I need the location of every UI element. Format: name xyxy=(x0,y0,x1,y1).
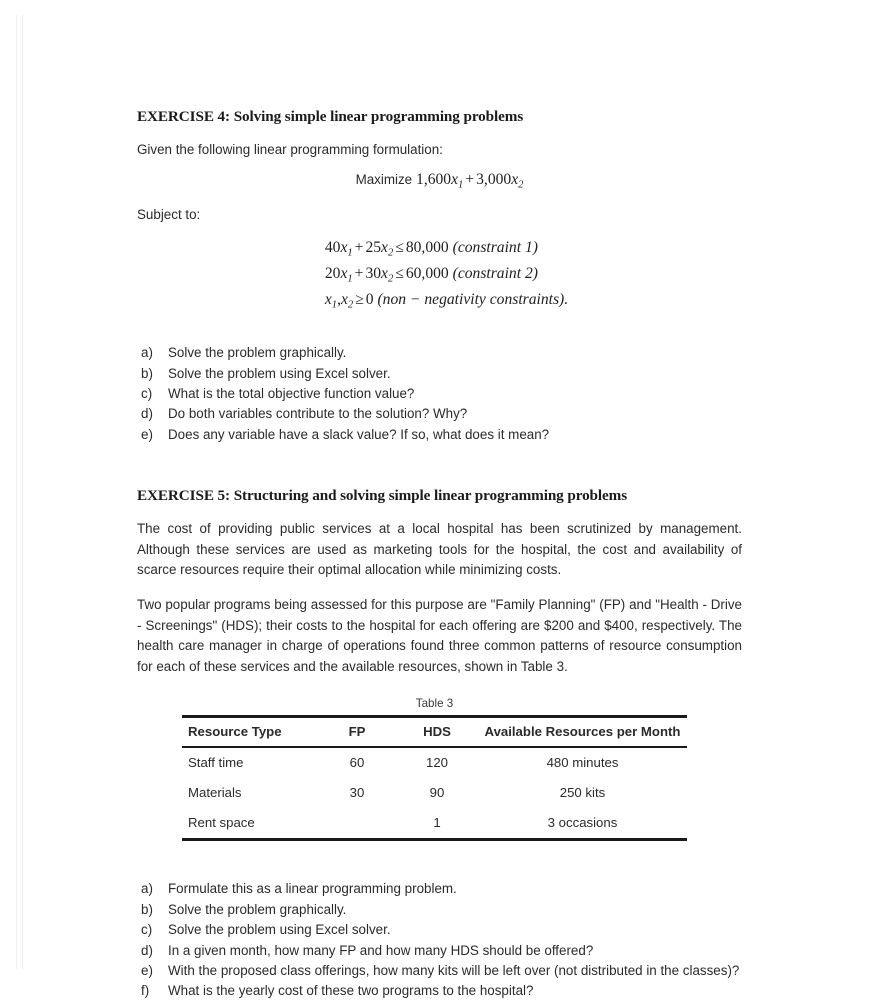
objective-subscript-1: 1 xyxy=(458,178,464,190)
constraint-1-subscript-1: 1 xyxy=(347,247,353,259)
exercise-4-intro: Given the following linear programming formulation: xyxy=(137,142,443,157)
list-item-text: Solve the problem graphically. xyxy=(168,901,347,917)
column-header-available-resources: Available Resources per Month xyxy=(478,717,687,748)
objective-verb: Maximize xyxy=(355,171,413,187)
cell-fp: 60 xyxy=(349,755,365,771)
nonneg-subscript-1: 1 xyxy=(331,299,338,311)
exercise-5-paragraph-1: The cost of providing public services at a local hospital has been scrutinized by management. Although these services are used as marketing tools for the hospital, the cost and availability of scarce resources require their optimal allocation while minimizing costs. xyxy=(137,521,742,578)
constraint-1 xyxy=(325,235,568,261)
objective-function xyxy=(137,171,742,189)
resource-table xyxy=(182,715,687,841)
objective-coefficient-1: 1,600 xyxy=(416,170,452,188)
list-marker: f) xyxy=(141,983,150,999)
constraint-2-variable-2: x xyxy=(381,265,388,283)
non-negativity-constraint xyxy=(325,287,568,313)
table-row xyxy=(182,778,687,808)
list-item xyxy=(137,404,742,424)
cell-resource-type: Staff time xyxy=(188,755,244,771)
list-item-text: What is the total objective function value? xyxy=(168,386,415,401)
column-header-hds: HDS xyxy=(396,717,478,748)
constraint-2-tag: (constraint 2) xyxy=(452,265,538,283)
constraint-1-tag: (constraint 1) xyxy=(452,239,538,257)
list-marker: a) xyxy=(141,881,153,897)
cell-hds: 90 xyxy=(429,785,445,801)
constraint-2-relation: ≤ xyxy=(395,265,404,283)
cell-hds: 1 xyxy=(396,808,478,840)
list-item xyxy=(137,900,742,920)
constraint-2-coefficient-1: 20 xyxy=(324,265,341,283)
list-marker: d) xyxy=(141,406,153,422)
table-body xyxy=(182,747,687,840)
constraint-1-rhs: 80,000 xyxy=(405,239,449,257)
list-marker: d) xyxy=(141,942,153,958)
cell-resource-type: Materials xyxy=(188,785,242,801)
nonneg-variable-1: x xyxy=(324,291,332,309)
list-marker: c) xyxy=(141,922,153,938)
list-marker: a) xyxy=(141,345,153,361)
column-header-resource-type: Resource Type xyxy=(182,717,318,748)
table-row xyxy=(182,808,687,840)
cell-available: 250 kits xyxy=(559,785,606,801)
table-header-row xyxy=(182,717,687,748)
nonneg-variable-2: x xyxy=(340,291,348,309)
objective-plus-operator: + xyxy=(465,170,475,188)
objective-coefficient-2: 3,000 xyxy=(476,170,512,188)
list-item xyxy=(137,384,742,404)
list-item xyxy=(137,961,742,981)
nonneg-rhs: 0 xyxy=(365,291,374,309)
list-item xyxy=(137,920,742,940)
nonneg-tag: (non − negativity constraints). xyxy=(377,291,569,309)
list-item xyxy=(137,879,742,899)
exercise-5-paragraph-2: Two popular programs being assessed for this purpose are "Family Planning" (FP) and "Health - Drive - Screenings" (HDS); their costs to the hospital for each offering are $200 and $400, respectively. The health care manager in charge of operations found three common patterns of resource consumption for each of these services and the available resources, shown in Table 3. xyxy=(137,597,742,674)
table-header xyxy=(182,717,687,748)
list-item xyxy=(137,981,742,1001)
list-item xyxy=(137,364,742,384)
exercise-5-question-list xyxy=(137,879,742,1001)
nonneg-subscript-2: 2 xyxy=(347,299,354,311)
table-caption: Table 3 xyxy=(415,697,454,711)
cell-hds: 120 xyxy=(425,755,448,771)
constraint-2-plus-operator: + xyxy=(354,265,364,283)
constraint-1-variable-1: x xyxy=(340,239,348,257)
constraints-block xyxy=(137,235,742,313)
constraint-2-rhs: 60,000 xyxy=(405,265,449,283)
list-item-text: Solve the problem graphically. xyxy=(168,345,347,361)
list-marker: e) xyxy=(141,426,153,442)
page-guide-rule-left xyxy=(16,15,17,969)
table-3-container xyxy=(182,697,687,841)
exercise-4-heading: EXERCISE 4: Solving simple linear programming problems xyxy=(137,108,524,125)
list-item-text: Formulate this as a linear programming problem. xyxy=(168,881,457,897)
constraint-2-coefficient-2: 30 xyxy=(365,265,382,283)
constraint-2 xyxy=(325,261,568,287)
constraint-1-variable-2: x xyxy=(381,239,388,257)
list-item-text: Does any variable have a slack value? If so, what does it mean? xyxy=(168,426,550,442)
constraint-2-subscript-2: 2 xyxy=(387,273,394,285)
constraint-1-plus-operator: + xyxy=(354,239,364,257)
cell-available: 480 minutes xyxy=(546,755,619,771)
list-item-text: Do both variables contribute to the solution? Why? xyxy=(168,406,468,422)
nonneg-comma: , xyxy=(337,291,341,309)
list-item-text: Solve the problem using Excel solver. xyxy=(168,922,391,938)
nonneg-relation: ≥ xyxy=(355,291,364,309)
list-item-text: What is the yearly cost of these two programs to the hospital? xyxy=(168,983,534,999)
list-item-text: With the proposed class offerings, how many kits will be left over (not distributed in the classes)? xyxy=(168,963,740,978)
constraint-1-coefficient-2: 25 xyxy=(365,239,382,257)
list-item-text: In a given month, how many FP and how many HDS should be offered? xyxy=(168,942,594,958)
document-page xyxy=(137,108,742,1002)
constraint-2-subscript-1: 1 xyxy=(347,273,353,285)
subject-to-label: Subject to: xyxy=(137,206,201,222)
constraint-1-relation: ≤ xyxy=(395,239,404,257)
cell-resource-type: Rent space xyxy=(182,808,318,840)
objective-variable-1: x xyxy=(451,170,459,188)
page-guide-rule-inner xyxy=(22,15,23,969)
list-item xyxy=(137,941,742,961)
list-item xyxy=(137,425,742,445)
table-row xyxy=(182,747,687,778)
cell-fp xyxy=(318,808,396,840)
list-marker: e) xyxy=(141,963,153,978)
objective-subscript-2: 2 xyxy=(518,178,524,190)
list-marker: b) xyxy=(141,365,153,381)
exercise-4-question-list xyxy=(137,343,742,445)
objective-variable-2: x xyxy=(511,170,519,188)
list-marker: b) xyxy=(141,901,153,917)
constraint-1-coefficient-1: 40 xyxy=(324,239,341,257)
list-item-text: Solve the problem using Excel solver. xyxy=(168,365,391,381)
exercise-5-heading: EXERCISE 5: Structuring and solving simple linear programming problems xyxy=(137,487,628,505)
cell-available: 3 occasions xyxy=(478,808,687,840)
constraint-1-subscript-2: 2 xyxy=(387,247,394,259)
column-header-fp: FP xyxy=(318,717,396,748)
list-item xyxy=(137,343,742,363)
list-marker: c) xyxy=(141,386,153,401)
cell-fp: 30 xyxy=(349,785,365,801)
constraint-2-variable-1: x xyxy=(340,265,348,283)
